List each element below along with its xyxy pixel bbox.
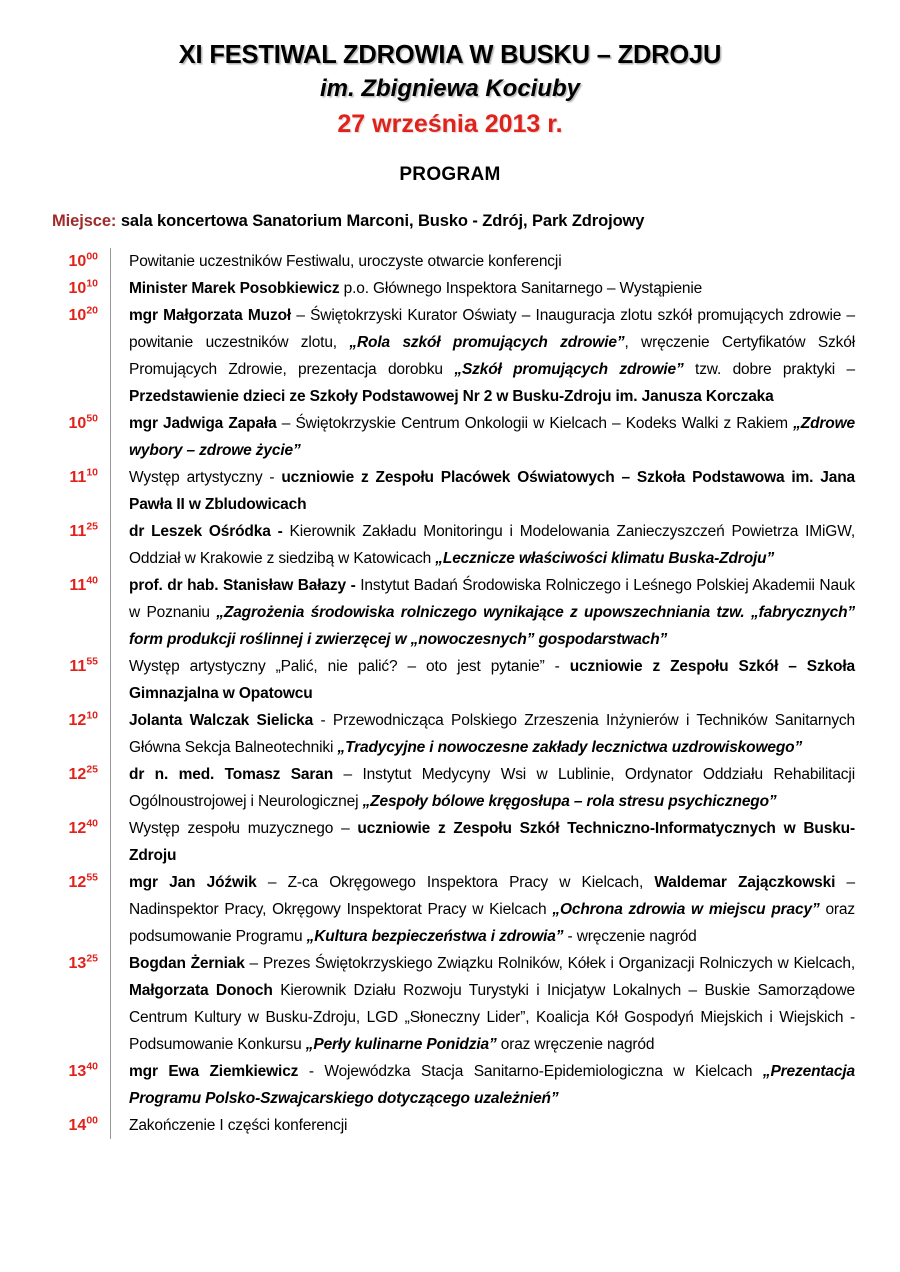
schedule-time-minutes: 10 [86,710,98,722]
schedule-description: Występ artystyczny - uczniowie z Zespołu Placówek Oświatowych – Szkoła Podstawowa im. Jana Pawła II w Zbludowicach [129,469,855,514]
schedule-time-minutes: 55 [86,656,98,668]
schedule-description: prof. dr hab. Stanisław Bałazy - Instytut Badań Środowiska Rolniczego i Leśnego Polskiej Akademii Nauk w Poznaniu „Zagrożenia środowiska rolniczego wynikające z upowszechniania tzw. „fabrycznych” form produkcji roślinnej i zwierzęcej w „nowoczesnych” gospodarstwach” [129,577,855,649]
document-header [0,0,900,186]
schedule-time [50,1058,98,1085]
schedule-time [50,275,98,302]
column-divider [110,464,124,518]
page-title: XI FESTIWAL ZDROWIA W BUSKU – ZDROJU [178,41,722,69]
schedule-time-minutes: 55 [86,872,98,884]
schedule-time-hour: 10 [68,253,87,271]
schedule-time [50,869,98,896]
schedule-description: mgr Jan Jóźwik – Z-ca Okręgowego Inspektora Pracy w Kielcach, Waldemar Zajączkowski – Nadinspektor Pracy, Okręgowy Inspektorat Pracy w Kielcach „Ochrona zdrowia w miejscu pracy” oraz podsumowanie Programu „Kultura bezpieczeństwa i zdrowia” - wręczenie nagród [129,874,855,946]
schedule-row [50,950,855,1058]
venue-label: Miejsce: [52,212,117,231]
schedule-time-minutes: 40 [86,818,98,830]
event-date: 27 września 2013 r. [337,110,563,139]
schedule-row [50,707,855,761]
schedule-time [50,572,98,599]
schedule-time-hour: 11 [69,658,87,676]
column-divider [110,410,124,464]
schedule-row [50,761,855,815]
schedule-time [50,518,98,545]
column-divider [110,707,124,761]
schedule-time [50,410,98,437]
schedule-description: Występ artystyczny „Palić, nie palić? – oto jest pytanie” - uczniowie z Zespołu Szkół – Szkoła Gimnazjalna w Opatowcu [129,658,855,703]
column-divider [110,1112,124,1139]
column-divider [110,275,124,302]
column-divider [110,302,124,410]
column-divider [110,1058,124,1112]
schedule-description: mgr Małgorzata Muzoł – Świętokrzyski Kurator Oświaty – Inauguracja zlotu szkół promujących zdrowie – powitanie uczestników zlotu, „Rola szkół promujących zdrowie”, wręczenie Certyfikatów Szkół Promujących Zdrowie, prezentacja dorobku „Szkół promujących zdrowie” tzw. dobre praktyki – Przedstawienie dzieci ze Szkoły Podstawowej Nr 2 w Busku-Zdroju im. Janusza Korczaka [129,307,855,406]
schedule-time-minutes: 40 [86,575,98,587]
schedule-time-hour: 10 [68,415,87,433]
schedule-row [50,1112,855,1139]
schedule-time-hour: 10 [68,307,87,325]
schedule-description: mgr Ewa Ziemkiewicz - Wojewódzka Stacja Sanitarno-Epidemiologiczna w Kielcach „Prezentacja Programu Polsko-Szwajcarskiego dotyczącego uzależnień” [129,1063,855,1108]
schedule-time [50,248,98,275]
schedule-row [50,572,855,653]
schedule-description: dr Leszek Ośródka - Kierownik Zakładu Monitoringu i Modelowania Zanieczyszczeń Powietrza IMiGW, Oddział w Krakowie z siedzibą w Katowicach „Lecznicze właściwości klimatu Buska-Zdroju” [129,523,855,568]
column-divider [110,815,124,869]
venue-value: sala koncertowa Sanatorium Marconi, Busko - Zdrój, Park Zdrojowy [120,212,645,231]
schedule-time-hour: 11 [69,523,87,541]
column-divider [110,572,124,653]
schedule-time-hour: 10 [68,280,87,298]
schedule-time [50,707,98,734]
schedule-row [50,815,855,869]
schedule-description: Jolanta Walczak Sielicka - Przewodnicząca Polskiego Zrzeszenia Inżynierów i Techników Sanitarnych Główna Sekcja Balneotechniki „Tradycyjne i nowoczesne zakłady lecznictwa uzdrowiskowego” [129,712,855,757]
schedule-time-minutes: 20 [86,305,98,317]
schedule-row [50,275,855,302]
schedule-time-minutes: 10 [86,278,98,290]
schedule-time [50,653,98,680]
schedule-row [50,518,855,572]
schedule-row [50,1058,855,1112]
schedule-time-hour: 12 [68,766,87,784]
schedule-time-hour: 11 [69,469,87,487]
column-divider [110,869,124,950]
schedule-description: Bogdan Żerniak – Prezes Świętokrzyskiego Związku Rolników, Kółek i Organizacji Rolniczych w Kielcach, Małgorzata Donoch Kierownik Działu Rozwoju Turystyki i Inicjatyw Lokalnych – Buskie Samorządowe Centrum Kultury w Busku-Zdroju, LGD „Słoneczny Lider”, Koalicja Kół Gospodyń Miejskich i Wiejskich - Podsumowanie Konkursu „Perły kulinarne Ponidzia” oraz wręczenie nagród [129,955,855,1054]
schedule-row [50,248,855,275]
schedule-time-hour: 12 [68,820,87,838]
schedule-row [50,464,855,518]
schedule-time-minutes: 40 [86,1061,98,1073]
schedule-time-hour: 13 [68,1063,87,1081]
schedule-time [50,1112,98,1139]
schedule-time-hour: 12 [68,874,87,892]
schedule-time-hour: 14 [68,1117,87,1135]
schedule-row [50,410,855,464]
column-divider [110,950,124,1058]
schedule-description: Występ zespołu muzycznego – uczniowie z Zespołu Szkół Techniczno-Informatycznych w Busku-Zdroju [129,820,855,865]
schedule-row [50,302,855,410]
program-heading: PROGRAM [399,164,501,186]
schedule-description: dr n. med. Tomasz Saran – Instytut Medycyny Wsi w Lublinie, Ordynator Oddziału Rehabilitacji Ogólnoustrojowej i Neurologicznej „Zespoły bólowe kręgosłupa – rola stresu psychicznego” [129,766,855,811]
schedule-time-minutes: 00 [86,1115,98,1127]
schedule-time-hour: 11 [69,577,87,595]
column-divider [110,761,124,815]
schedule-time [50,761,98,788]
schedule-time [50,302,98,329]
schedule-time-minutes: 00 [86,251,98,263]
schedule-description: Minister Marek Posobkiewicz p.o. Głównego Inspektora Sanitarnego – Wystąpienie [129,280,703,298]
schedule-time [50,950,98,977]
schedule-time-minutes: 25 [86,764,98,776]
column-divider [110,518,124,572]
column-divider [110,248,124,275]
venue-line [0,212,900,231]
schedule-description: Powitanie uczestników Festiwalu, uroczyste otwarcie konferencji [129,253,562,271]
schedule-description: Zakończenie I części konferencji [129,1117,348,1135]
schedule-row [50,869,855,950]
schedule-time-minutes: 50 [86,413,98,425]
schedule-time [50,464,98,491]
column-divider [110,653,124,707]
schedule-list [0,248,900,1139]
schedule-time-minutes: 25 [86,521,98,533]
schedule-time [50,815,98,842]
schedule-time-hour: 12 [68,712,87,730]
schedule-time-minutes: 10 [86,467,98,479]
page-subtitle: im. Zbigniewa Kociuby [319,75,581,103]
schedule-time-hour: 13 [68,955,87,973]
schedule-time-minutes: 25 [86,953,98,965]
schedule-description: mgr Jadwiga Zapała – Świętokrzyskie Centrum Onkologii w Kielcach – Kodeks Walki z Rakiem „Zdrowe wybory – zdrowe życie” [129,415,855,460]
schedule-row [50,653,855,707]
